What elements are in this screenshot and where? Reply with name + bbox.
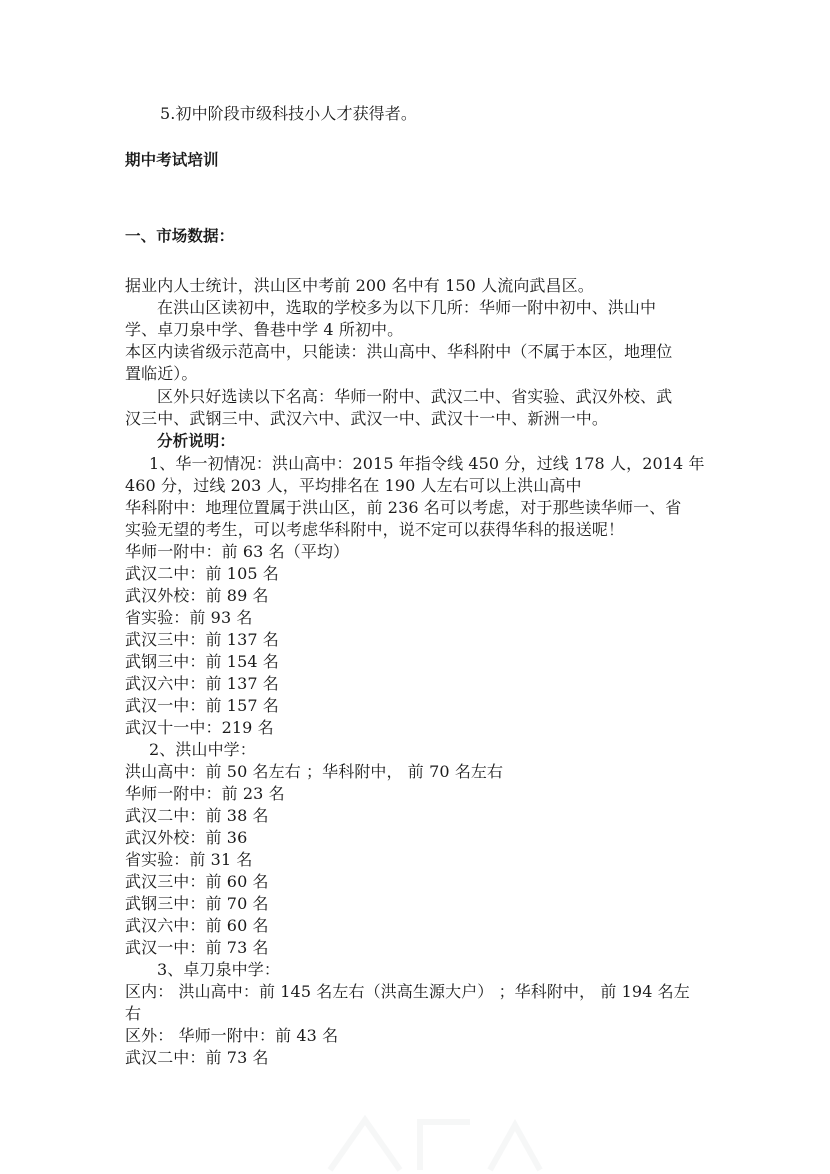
list-item: 武钢三中：前 70 名 bbox=[125, 894, 269, 913]
list-item: 武汉十一中：219 名 bbox=[125, 718, 274, 737]
list-item: 武汉二中：前 38 名 bbox=[125, 806, 269, 825]
page-heading: 期中考试培训 bbox=[125, 151, 219, 169]
list-item: 区外： 华师一附中：前 43 名 bbox=[125, 1026, 339, 1045]
list-item: 武汉三中：前 60 名 bbox=[125, 872, 269, 891]
case-3-title: 3、卓刀泉中学： bbox=[157, 960, 280, 979]
paragraph-3-line-2: 置临近）。 bbox=[125, 364, 198, 383]
case-1-line-3: 华科附中：地理位置属于洪山区，前 236 名可以考虑，对于那些读华师一、省 bbox=[125, 498, 682, 517]
intro-item: 5.初中阶段市级科技小人才获得者。 bbox=[160, 104, 417, 123]
paragraph-2-line-1: 在洪山区读初中，选取的学校多为以下几所：华师一附中初中、洪山中 bbox=[157, 298, 657, 317]
case-3-line-2: 右 bbox=[125, 1004, 142, 1023]
list-item: 省实验：前 93 名 bbox=[125, 608, 253, 627]
list-item: 武汉二中：前 73 名 bbox=[125, 1048, 269, 1067]
section-title: 一、市场数据： bbox=[125, 227, 235, 245]
list-item: 武汉六中：前 60 名 bbox=[125, 916, 269, 935]
list-item: 省实验：前 31 名 bbox=[125, 850, 253, 869]
list-item: 武汉二中：前 105 名 bbox=[125, 564, 279, 583]
list-item: 武汉三中：前 137 名 bbox=[125, 630, 279, 649]
paragraph-1: 据业内人士统计，洪山区中考前 200 名中有 150 人流向武昌区。 bbox=[125, 276, 594, 295]
paragraph-2-line-2: 学、卓刀泉中学、鲁巷中学 4 所初中。 bbox=[125, 320, 404, 339]
list-item: 武钢三中：前 154 名 bbox=[125, 652, 279, 671]
case-1-line-4: 实验无望的考生，可以考虑华科附中，说不定可以获得华科的报送呢！ bbox=[125, 520, 625, 539]
list-item: 洪山高中：前 50 名左右 ；华科附中， 前 70 名左右 bbox=[125, 762, 504, 781]
case-2-title: 2、洪山中学： bbox=[149, 740, 256, 759]
list-item: 华师一附中：前 63 名（平均） bbox=[125, 542, 350, 561]
list-item: 武汉一中：前 157 名 bbox=[125, 696, 279, 715]
watermark-graphic bbox=[270, 1100, 570, 1174]
case-1-line-1: 1、华一初情况：洪山高中：2015 年指令线 450 分，过线 178 人，2014 年 bbox=[149, 454, 705, 473]
list-item: 武汉外校：前 36 bbox=[125, 828, 248, 847]
case-3-line-1: 区内： 洪山高中：前 145 名左右（洪高生源大户） ；华科附中， 前 194 名左 bbox=[125, 982, 690, 1001]
paragraph-3-line-1: 本区内读省级示范高中，只能读：洪山高中、华科附中（不属于本区，地理位 bbox=[125, 342, 673, 361]
paragraph-4-line-1: 区外只好选读以下名高：华师一附中、武汉二中、省实验、武汉外校、武 bbox=[157, 387, 673, 406]
paragraph-4-line-2: 汉三中、武钢三中、武汉六中、武汉一中、武汉十一中、新洲一中。 bbox=[125, 409, 609, 428]
case-1-line-2: 460 分，过线 203 人，平均排名在 190 人左右可以上洪山高中 bbox=[125, 476, 582, 495]
list-item: 武汉一中：前 73 名 bbox=[125, 938, 269, 957]
analysis-heading: 分析说明： bbox=[157, 432, 236, 450]
list-item: 华师一附中：前 23 名 bbox=[125, 784, 285, 803]
list-item: 武汉外校：前 89 名 bbox=[125, 586, 269, 605]
list-item: 武汉六中：前 137 名 bbox=[125, 674, 279, 693]
